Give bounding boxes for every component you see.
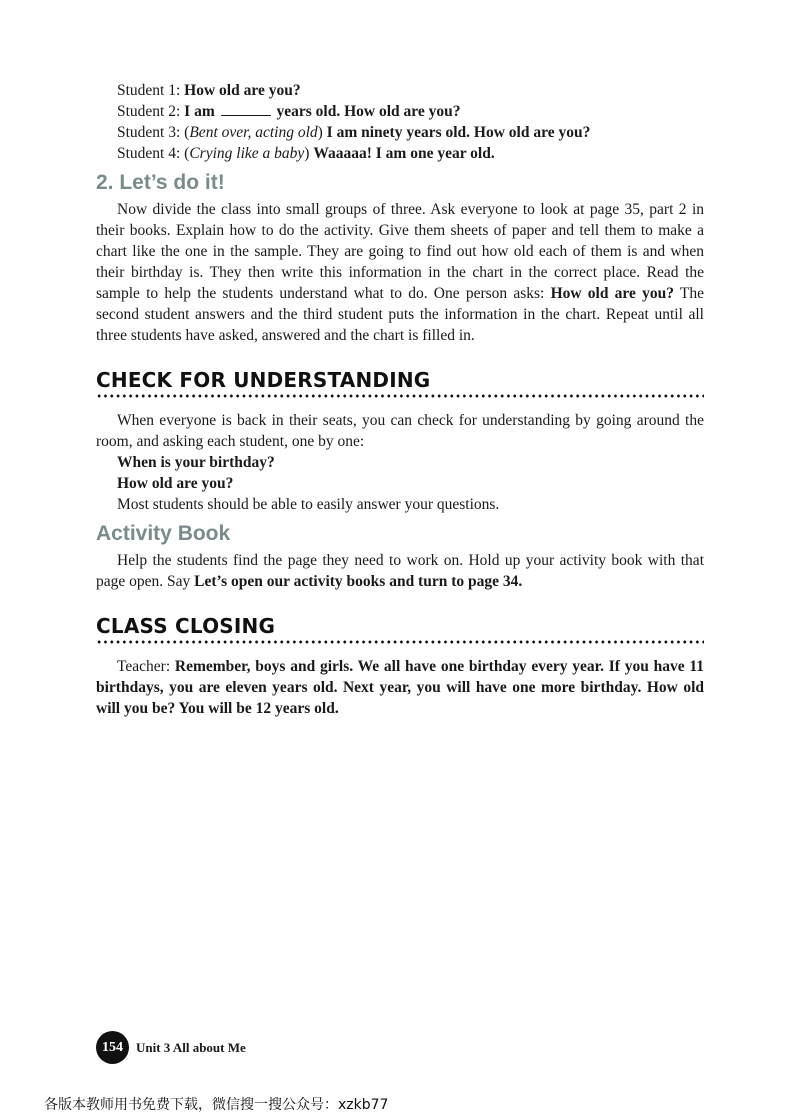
- dialogue-line-2: [117, 101, 704, 122]
- page-footer: [96, 1031, 246, 1064]
- check-heading-text: CHECK FOR UNDERSTANDING: [96, 368, 431, 392]
- dotted-rule: [96, 394, 704, 398]
- check-question-2: How old are you?: [117, 475, 234, 492]
- paragraph-text: Help the students find the page they need to work on. Hold up your activity book with that page open. Say: [96, 552, 704, 590]
- paragraph-bold: Let’s open our activity books and turn to page 34.: [194, 573, 523, 590]
- dialogue-line-3: [117, 122, 704, 143]
- page-content: [96, 80, 704, 719]
- fill-in-blank: [221, 101, 271, 116]
- dotted-rule: [96, 640, 704, 644]
- paragraph-bold: How old are you?: [550, 285, 674, 302]
- class-closing-paragraph: [96, 656, 704, 719]
- dialogue-text: I am ninety years old. How old are you?: [326, 124, 591, 141]
- speaker-label: Student 4: (: [117, 145, 190, 162]
- lets-do-it-paragraph: [96, 199, 704, 346]
- speaker-label: Student 1:: [117, 82, 185, 99]
- class-closing-heading: [96, 614, 704, 644]
- speaker-label: Student 2:: [117, 103, 185, 120]
- dialogue-text: How old are you?: [184, 82, 301, 99]
- watermark-text: 各版本教师用书免费下载，微信搜一搜公众号：xzkb77: [44, 1097, 389, 1113]
- paren-close: ): [304, 145, 314, 162]
- stage-direction: Bent over, acting old: [189, 124, 318, 141]
- speaker-label: Student 3: (: [117, 124, 190, 141]
- class-closing-heading-text: CLASS CLOSING: [96, 614, 276, 638]
- check-intro: When everyone is back in their seats, you can check for understanding by going around the room, and asking each student, one by one:: [96, 412, 704, 450]
- dialogue-line-1: [117, 80, 704, 101]
- paragraph-text: The second student answers and the third student puts the information in the chart. Repeat until all three students have asked, answered and the chart is filled in.: [96, 285, 705, 344]
- activity-book-heading: Activity Book: [96, 522, 231, 545]
- dialogue-text: years old. How old are you?: [276, 103, 461, 120]
- stage-direction: Crying like a baby: [189, 145, 305, 162]
- speaker-label: Teacher:: [117, 658, 175, 675]
- lets-do-it-heading: 2. Let’s do it!: [96, 171, 225, 194]
- paren-close: ): [317, 124, 327, 141]
- dialogue-text: I am: [184, 103, 215, 120]
- dialogue-line-4: [117, 143, 704, 164]
- paragraph-bold: Remember, boys and girls. We all have one birthday every year. If you have 11 birthdays, you are eleven years old. Next year, you will have one more birthday. How old will you be? You will be 12 years old.: [96, 658, 705, 717]
- activity-book-paragraph: [96, 550, 704, 592]
- page-number: 154: [96, 1031, 129, 1064]
- paragraph-text: Now divide the class into small groups of three. Ask everyone to look at page 35, part 2 in their books. Explain how to do the activity. Give them sheets of paper and tell them to make a chart like the one in the sample. They are going to find out how old each of them is and when their birthday is. They then write this information in the chart in the correct place. Read the sample to help the students understand what to do. One person asks:: [96, 201, 704, 302]
- dialogue-text: Waaaaa! I am one year old.: [313, 145, 495, 162]
- unit-label: Unit 3 All about Me: [136, 1039, 246, 1055]
- check-question-1: When is your birthday?: [117, 454, 275, 471]
- check-closing: Most students should be able to easily answer your questions.: [117, 496, 500, 513]
- check-heading: [96, 368, 704, 398]
